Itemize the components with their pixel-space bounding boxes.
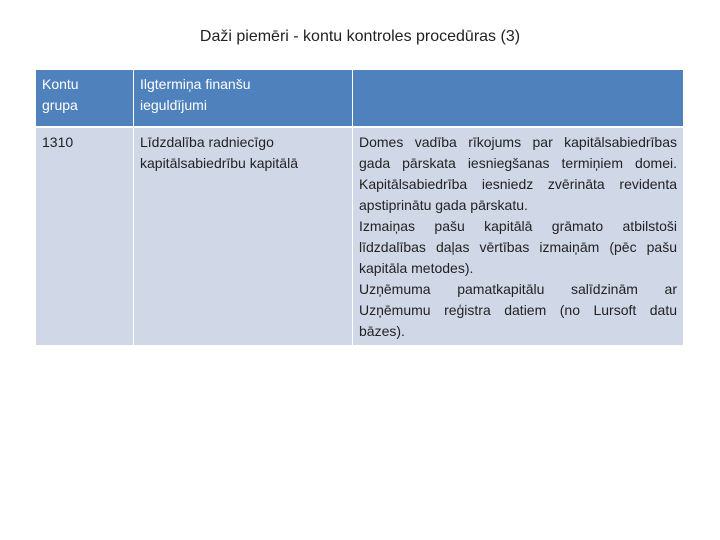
header-cell-long-term-investments (134, 70, 353, 127)
header-text-line: grupa (42, 97, 78, 113)
description-line: kapitāla metodes). (359, 260, 474, 276)
header-text-line: Ilgtermiņa finanšu (140, 76, 251, 92)
description-line: apstiprinātu gada pārskatu. (359, 197, 528, 213)
account-name-line: kapitālsabiedrību kapitālā (140, 155, 298, 171)
description-line: Domes vadība rīkojums par kapitālsabiedrības (359, 134, 677, 150)
table-row (36, 127, 684, 345)
description-line: Kapitālsabiedrība iesniedz zvērināta revidenta (359, 176, 677, 192)
description-line: Uzņēmumu reģistra datiem (no Lursoft datu (359, 302, 677, 318)
slide-title: Daži piemēri - kontu kontroles procedūras (3) (199, 28, 521, 45)
account-name-line: Līdzdalība radniecīgo (140, 134, 274, 150)
description-line: bāzes). (359, 323, 405, 339)
cell-procedure-description (353, 127, 684, 345)
header-cell-account-group (36, 70, 134, 127)
description-line: Izmaiņas pašu kapitālā grāmato atbilstoši (359, 218, 677, 234)
table-header-row (36, 70, 684, 127)
header-cell-empty (353, 70, 684, 127)
cell-account-name (134, 127, 353, 345)
description-line: līdzdalības daļas vērtības izmaiņām (pēc pašu (359, 239, 677, 255)
procedures-table (36, 70, 684, 345)
description-line: Uzņēmuma pamatkapitālu salīdzinām ar (359, 281, 677, 297)
cell-account-group: 1310 (36, 127, 134, 345)
header-text-line: Kontu (42, 76, 79, 92)
description-line: gada pārskata iesniegšanas termiņiem domei. (359, 155, 677, 171)
header-text-line: ieguldījumi (140, 97, 207, 113)
